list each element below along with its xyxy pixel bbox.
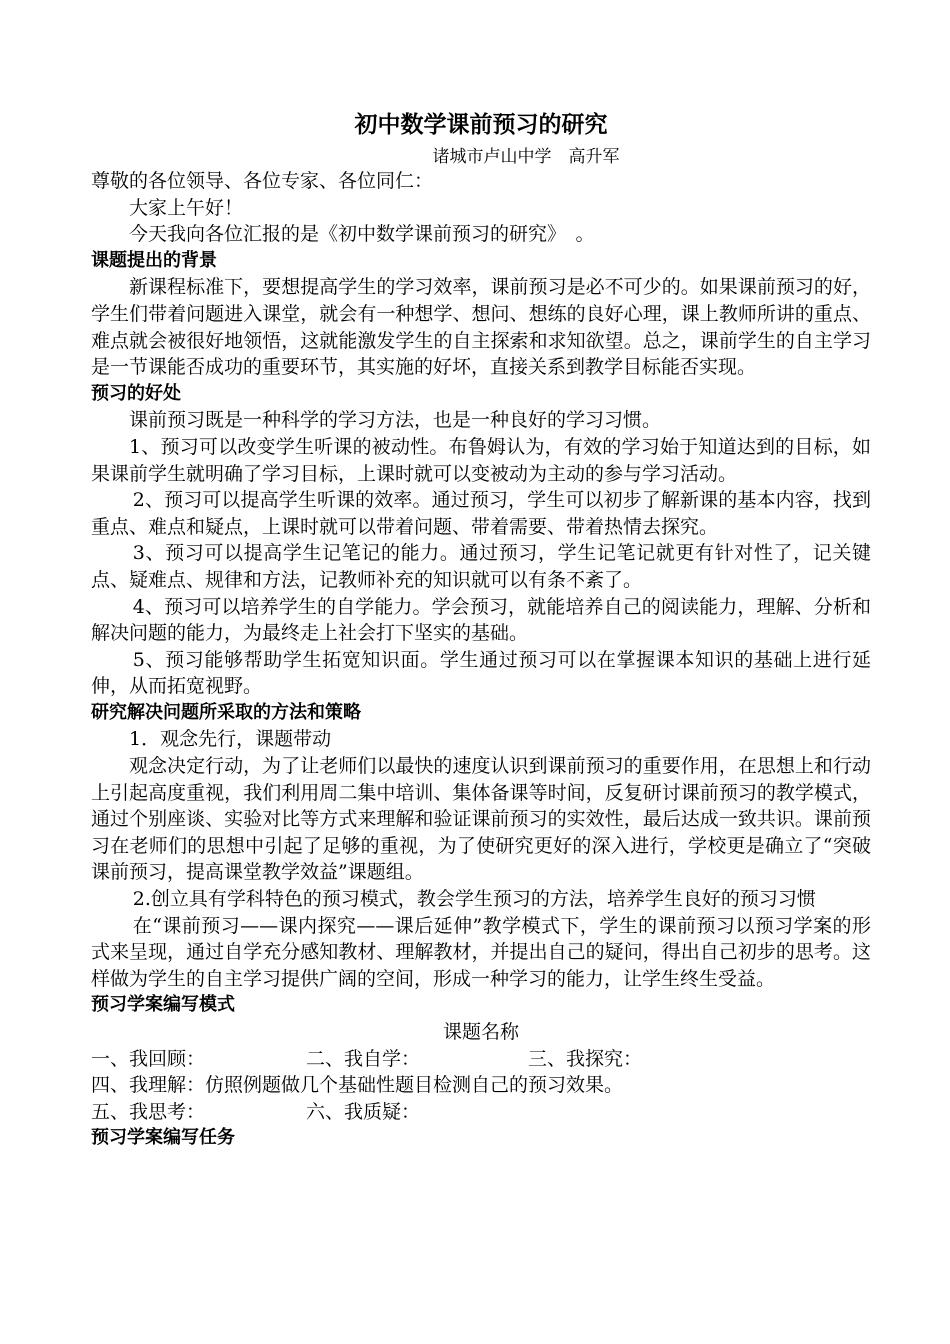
paragraph: 观念决定行动，为了让老师们以最快的速度认识到课前预习的重要作用，在思想上和行动上引起高度重视，我们利用周二集中培训、集体备课等时间，反复研讨课前预习的教学模式，通过个别座谈、实验对比等方式来理解和验证课前预习的实效性，最后达成一致共识。课前预习在老师们的思想中引起了足够的重视，为了使研究更好的深入进行，学校更是确立了“突破课前预习，提高课堂教学效益”课题组。 (91, 755, 871, 884)
paragraph: 5、预习能够帮助学生拓宽知识面。学生通过预习可以在掌握课本知识的基础上进行延伸，从而拓宽视野。 (91, 648, 871, 698)
section-heading-background: 课题提出的背景 (91, 249, 217, 271)
intro-line: 今天我向各位汇报的是《初中数学课前预习的研究》 。 (129, 223, 595, 246)
paragraph: 在“课前预习——课内探究——课后延伸”教学模式下，学生的课前预习以预习学案的形式来呈现，通过自学充分感知教材、理解教材，并提出自己的疑问，得出自己初步的思考。这样做为学生的自主学习提供广阔的空间，形成一种学习的能力，让学生终生受益。 (91, 914, 871, 990)
section-heading-tasks: 预习学案编写任务 (91, 1127, 235, 1149)
template-row-1 (91, 1046, 871, 1073)
author-line: 诸城市卢山中学 高升军 (432, 147, 620, 167)
section-heading-template: 预习学案编写模式 (91, 994, 235, 1016)
section-heading-benefits: 预习的好处 (91, 382, 181, 404)
template-row-2: 四、我理解：仿照例题做几个基础性题目检测自己的预习效果。 (91, 1074, 624, 1097)
template-item: 六、我质疑： (306, 1100, 421, 1123)
subheading: 2.创立具有学科特色的预习模式，教会学生预习的方法，培养学生良好的预习习惯 (132, 888, 816, 911)
template-item: 一、我回顾： (91, 1047, 206, 1070)
hello-line: 大家上午好！ (129, 196, 244, 219)
template-title: 课题名称 (442, 1021, 519, 1043)
template-item: 三、我探究： (528, 1047, 643, 1070)
paragraph: 2、预习可以提高学生听课的效率。通过预习，学生可以初步了解新课的基本内容，找到重点、难点和疑点，上课时就可以带着问题、带着需要、带着热情去探究。 (91, 489, 871, 538)
template-item: 五、我思考： (91, 1100, 206, 1123)
paragraph: 1、预习可以改变学生听课的被动性。布鲁姆认为，有效的学习始于知道达到的目标，如果课前学生就明确了学习目标，上课时就可以变被动为主动的参与学习活动。 (91, 435, 871, 485)
page-title: 初中数学课前预习的研究 (354, 112, 608, 138)
template-row-3 (91, 1099, 871, 1126)
paragraph: 课前预习既是一种科学的学习方法，也是一种良好的学习习惯。 (129, 409, 662, 432)
paragraph: 新课程标准下，要想提高学生的学习效率，课前预习是必不可少的。如果课前预习的好，学生们带着问题进入课堂，就会有一种想学、想问、想练的良好心理，课上教师所讲的重点、难点就会被很好地领悟，这就能激发学生的自主探索和求知欲望。总之，课前学生的自主学习是一节课能否成功的重要环节，其实施的好坏，直接关系到教学目标能否实现。 (91, 276, 871, 379)
section-heading-methods: 研究解决问题所采取的方法和策略 (91, 701, 361, 723)
paragraph: 4、预习可以培养学生的自学能力。学会预习，就能培养自己的阅读能力，理解、分析和解决问题的能力，为最终走上社会打下坚实的基础。 (91, 595, 871, 645)
paragraph: 3、预习可以提高学生记笔记的能力。通过预习，学生记笔记就更有针对性了，记关键点、疑难点、规律和方法，记教师补充的知识就可以有条不紊了。 (91, 542, 871, 591)
document-body (91, 110, 871, 1152)
template-item: 二、我自学： (306, 1047, 421, 1070)
greeting: 尊敬的各位领导、各位专家、各位同仁： (91, 170, 434, 192)
subheading: 1．观念先行，课题带动 (129, 728, 332, 751)
